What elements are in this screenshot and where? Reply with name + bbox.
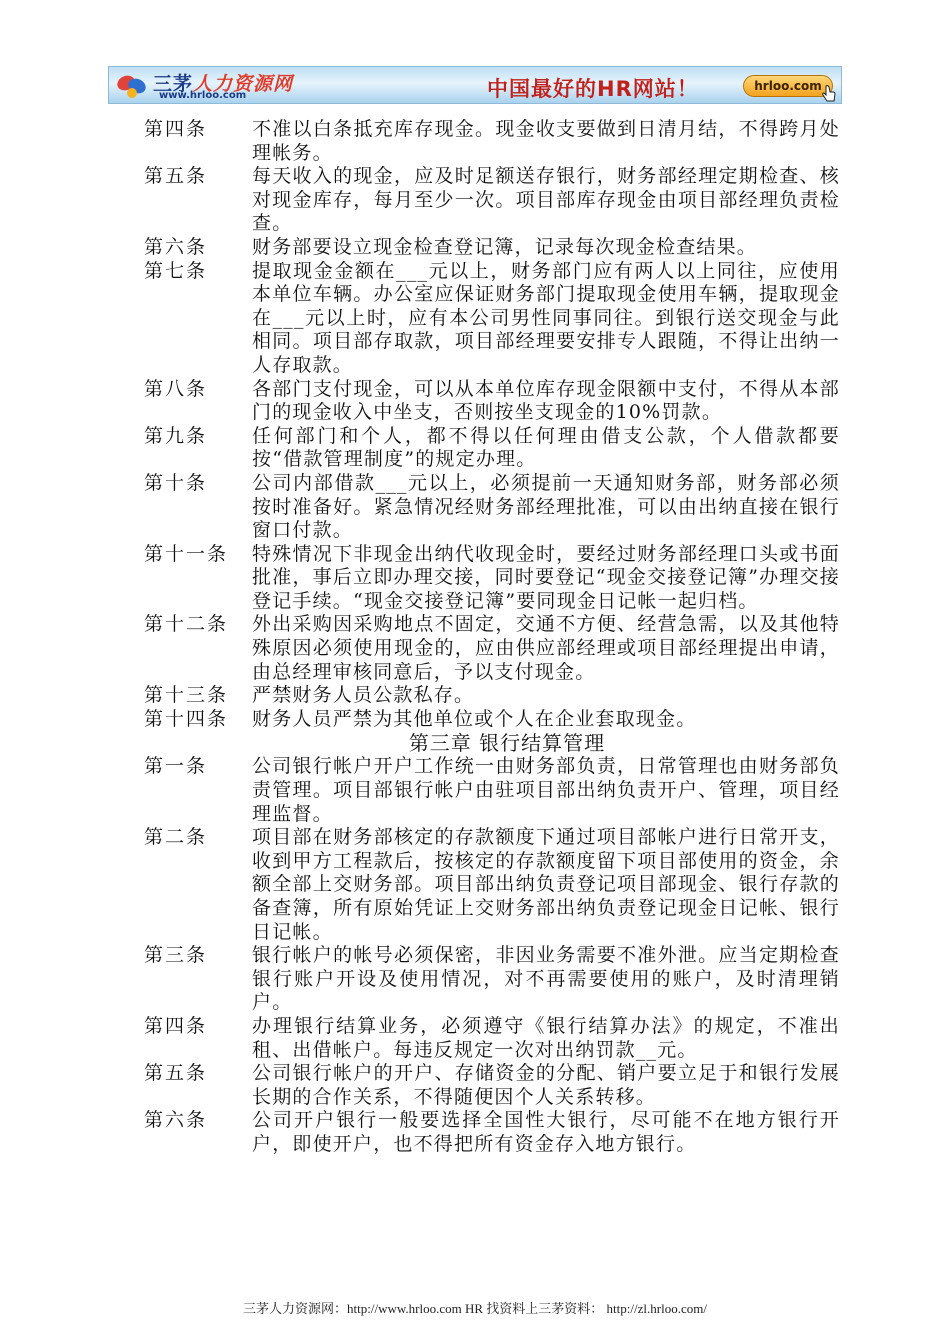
hand-cursor-icon — [821, 85, 837, 103]
article-text: 财务部要设立现金检查登记簿，记录每次现金检查结果。 — [252, 235, 758, 258]
article — [144, 684, 844, 708]
article — [144, 236, 844, 260]
document-body — [144, 118, 844, 1157]
article — [144, 1062, 844, 1109]
article-text: 公司内部借款___元以上，必须提前一天通知财务部，财务部必须按时准备好。紧急情况经财务部经理批准，可以由出纳直接在银行窗口付款。 — [252, 471, 840, 542]
logo-url: www.hrloo.com — [159, 90, 247, 101]
article-number: 第十二条 — [144, 613, 229, 636]
article — [144, 378, 844, 425]
article-text: 每天收入的现金，应及时足额送存银行，财务部经理定期检查、核对现金库存，每月至少一次。项目部库存现金由项目部经理负责检查。 — [252, 165, 840, 235]
article — [144, 613, 844, 684]
article — [144, 260, 844, 378]
article-text: 严禁财务人员公款私存。 — [252, 684, 475, 707]
article-text: 外出采购因采购地点不固定，交通不方便、经营急需，以及其他特殊原因必须使用现金的，应由供应部经理或项目部经理提出申请，由总经理审核同意后，予以支付现金。 — [252, 613, 840, 683]
article — [144, 543, 844, 614]
article — [144, 425, 844, 472]
article — [144, 944, 844, 1015]
article-number: 第十条 — [144, 471, 208, 494]
article-number: 第四条 — [144, 118, 208, 140]
article-number: 第三条 — [144, 944, 208, 967]
article-text: 办理银行结算业务，必须遵守《银行结算办法》的规定，不准出租、出借帐户。每违反规定一次对出纳罚款__元。 — [252, 1014, 840, 1061]
article — [144, 118, 844, 165]
article — [144, 165, 844, 236]
article-number: 第九条 — [144, 424, 208, 447]
banner-slogan: 中国最好的HR网站！ — [487, 77, 699, 101]
article-text: 特殊情况下非现金出纳代收现金时，要经过财务部经理口头或书面批准，事后立即办理交接，同时要登记“现金交接登记簿”办理交接登记手续。“现金交接登记簿”要同现金日记帐一起归档。 — [252, 542, 840, 612]
article-text: 公司开户银行一般要选择全国性大银行，尽可能不在地方银行开户，即使开户，也不得把所有资金存入地方银行。 — [252, 1109, 840, 1155]
article — [144, 472, 844, 543]
article-number: 第八条 — [144, 377, 208, 400]
article-number: 第五条 — [144, 1062, 208, 1085]
page-footer: 三茅人力资源网：http://www.hrloo.com HR 找资料上三茅资料： http://zl.hrloo.com/ — [243, 1301, 707, 1316]
article — [144, 755, 844, 826]
article-number: 第五条 — [144, 165, 208, 188]
article — [144, 1015, 844, 1062]
article-number: 第六条 — [144, 1109, 208, 1132]
article — [144, 826, 844, 944]
article-text: 公司银行帐户开户工作统一由财务部负责，日常管理也由财务部负责管理。项目部银行帐户由驻项目部出纳负责开户、管理，项目经理监督。 — [252, 755, 840, 825]
logo-icon — [115, 71, 149, 101]
article-number: 第一条 — [144, 755, 208, 778]
article-text: 公司银行帐户的开户、存储资金的分配、销户要立足于和银行发展长期的合作关系，不得随便因个人关系转移。 — [252, 1062, 840, 1108]
article-text: 不准以白条抵充库存现金。现金收支要做到日清月结，不得跨月处理帐务。 — [252, 118, 840, 164]
article-text: 银行帐户的帐号必须保密，非因业务需要不准外泄。应当定期检查银行账户开设及使用情况，对不再需要使用的账户，及时清理销户。 — [252, 944, 840, 1014]
article-number: 第七条 — [144, 259, 208, 282]
article-text: 项目部在财务部核定的存款额度下通过项目部帐户进行日常开支，收到甲方工程款后，按核定的存款额度留下项目部使用的资金，余额全部上交财务部。项目部出纳负责登记项目部现金、银行存款的备查簿，所有原始凭证上交财务部出纳负责登记现金日记帐、银行日记帐。 — [252, 826, 840, 943]
article-text: 各部门支付现金，可以从本单位库存现金限额中支付，不得从本部门的现金收入中坐支，否则按坐支现金的10%罚款。 — [252, 377, 840, 424]
article-number: 第四条 — [144, 1014, 208, 1037]
hrloo-button[interactable]: hrloo.com — [743, 75, 833, 97]
article-number: 第十四条 — [144, 707, 229, 730]
article-number: 第十三条 — [144, 684, 229, 707]
article-text: 任何部门和个人，都不得以任何理由借支公款，个人借款都要按“借款管理制度”的规定办理。 — [252, 424, 840, 471]
article-text: 提取现金金额在___元以上，财务部门应有两人以上同往，应使用本单位车辆。办公室应保证财务部门提取现金使用车辆，提取现金在___元以上时，应有本公司男性同事同往。到银行送交现金与此相同。项目部存取款，项目部经理要安排专人跟随，不得让出纳一人存取款。 — [252, 259, 840, 376]
article-number: 第十一条 — [144, 542, 229, 565]
logo-text-prefix: 三茅 — [153, 73, 194, 95]
article — [144, 1109, 844, 1156]
article-number: 第二条 — [144, 826, 208, 849]
logo-text-accent: 人力资源网 — [193, 73, 294, 95]
chapter-title: 第三章 银行结算管理 — [408, 731, 606, 756]
site-banner[interactable] — [108, 66, 842, 104]
article-number: 第六条 — [144, 235, 208, 258]
article-text: 财务人员严禁为其他单位或个人在企业套取现金。 — [252, 707, 697, 730]
article — [144, 708, 844, 732]
